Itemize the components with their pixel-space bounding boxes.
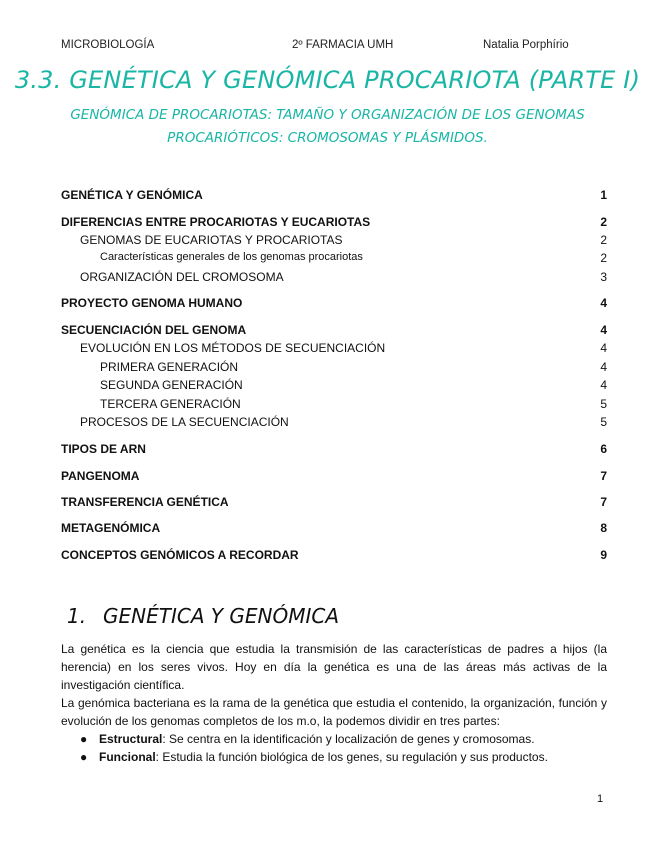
toc-label: EVOLUCIÓN EN LOS MÉTODOS DE SECUENCIACIÓN bbox=[80, 341, 386, 355]
toc-entry[interactable] bbox=[61, 251, 607, 265]
list-item bbox=[61, 730, 607, 748]
toc-label: PRIMERA GENERACIÓN bbox=[100, 360, 239, 374]
page-number: 1 bbox=[597, 793, 604, 805]
toc-page: 5 bbox=[600, 397, 607, 411]
toc-page: 1 bbox=[600, 188, 607, 202]
toc-label: ORGANIZACIÓN DEL CROMOSOMA bbox=[80, 270, 284, 284]
toc-entry[interactable] bbox=[61, 360, 607, 374]
toc-label: Características generales de los genomas procariotas bbox=[100, 251, 363, 263]
toc-entry[interactable] bbox=[61, 378, 607, 392]
toc-page: 6 bbox=[600, 442, 607, 456]
bullet-list bbox=[61, 730, 607, 766]
paragraph: La genómica bacteriana es la rama de la genética que estudia el contenido, la organización, función y evolución de los genomas completos de los m.o, la podemos dividir en tres partes: bbox=[61, 696, 607, 728]
toc-entry[interactable] bbox=[61, 548, 607, 562]
toc-page: 2 bbox=[600, 233, 607, 247]
list-item bbox=[61, 748, 607, 766]
toc-label: PANGENOMA bbox=[61, 469, 140, 483]
section-heading bbox=[67, 604, 339, 628]
header-course: 2º FARMACIA UMH bbox=[292, 39, 394, 51]
toc-page: 4 bbox=[600, 323, 607, 337]
toc-label: TRANSFERENCIA GENÉTICA bbox=[61, 495, 229, 509]
toc-label: GENÉTICA Y GENÓMICA bbox=[61, 188, 203, 202]
toc-entry[interactable] bbox=[61, 215, 607, 229]
toc-entry[interactable] bbox=[61, 188, 607, 202]
toc-page: 5 bbox=[600, 415, 607, 429]
bullet-text: : Se centra en la identificación y localización de genes y cromosomas. bbox=[162, 732, 535, 746]
toc-label: SEGUNDA GENERACIÓN bbox=[100, 378, 243, 392]
toc-label: PROYECTO GENOMA HUMANO bbox=[61, 296, 243, 310]
toc-entry[interactable] bbox=[61, 521, 607, 535]
toc-entry[interactable] bbox=[61, 270, 607, 284]
toc-entry[interactable] bbox=[61, 323, 607, 337]
bullet-icon: ● bbox=[80, 732, 88, 746]
bullet-term: Estructural bbox=[99, 732, 163, 746]
toc-entry[interactable] bbox=[61, 442, 607, 456]
header-author: Natalia Porphírio bbox=[483, 39, 569, 51]
bullet-term: Funcional bbox=[99, 750, 156, 764]
toc-entry[interactable] bbox=[61, 233, 607, 247]
toc-page: 4 bbox=[600, 296, 607, 310]
toc-page: 2 bbox=[600, 251, 607, 265]
toc-label: GENOMAS DE EUCARIOTAS Y PROCARIOTAS bbox=[80, 233, 343, 247]
toc-page: 9 bbox=[600, 548, 607, 562]
toc-page: 3 bbox=[600, 270, 607, 284]
toc-entry[interactable] bbox=[61, 341, 607, 355]
section-title: GENÉTICA Y GENÓMICA bbox=[103, 604, 340, 628]
document-title: 3.3. GENÉTICA Y GENÓMICA PROCARIOTA (PARTE I) bbox=[14, 66, 641, 94]
bullet-text: : Estudia la función biológica de los genes, su regulación y sus productos. bbox=[155, 750, 548, 764]
toc-label: CONCEPTOS GENÓMICOS A RECORDAR bbox=[61, 548, 299, 562]
toc-entry[interactable] bbox=[61, 397, 607, 411]
toc-label: PROCESOS DE LA SECUENCIACIÓN bbox=[80, 415, 289, 429]
toc-page: 4 bbox=[600, 378, 607, 392]
toc-page: 7 bbox=[600, 495, 607, 509]
toc-page: 2 bbox=[600, 215, 607, 229]
toc-entry[interactable] bbox=[61, 495, 607, 509]
toc-page: 4 bbox=[600, 341, 607, 355]
document-subtitle: GENÓMICA DE PROCARIOTAS: TAMAÑO Y ORGANIZACIÓN DE LOS GENOMAS PROCARIÓTICOS: CROMOSOMAS Y PLÁSMIDOS. bbox=[70, 107, 585, 146]
toc-page: 8 bbox=[600, 521, 607, 535]
toc-label: DIFERENCIAS ENTRE PROCARIOTAS Y EUCARIOTAS bbox=[61, 215, 371, 229]
toc-page: 7 bbox=[600, 469, 607, 483]
toc-label: TERCERA GENERACIÓN bbox=[100, 397, 241, 411]
section-number: 1. bbox=[67, 604, 87, 628]
toc-label: METAGENÓMICA bbox=[61, 521, 161, 535]
header-subject: MICROBIOLOGÍA bbox=[61, 39, 155, 51]
toc-page: 4 bbox=[600, 360, 607, 374]
toc-entry[interactable] bbox=[61, 415, 607, 429]
toc-entry[interactable] bbox=[61, 469, 607, 483]
paragraph: La genética es la ciencia que estudia la transmisión de las características de padres a hijos (la herencia) en los seres vivos. Hoy en día la genética es una de las áreas más activas de la investigación científica. bbox=[61, 642, 607, 692]
toc-entry[interactable] bbox=[61, 296, 607, 310]
bullet-icon: ● bbox=[80, 750, 88, 764]
toc-label: SECUENCIACIÓN DEL GENOMA bbox=[61, 323, 247, 337]
toc-label: TIPOS DE ARN bbox=[61, 442, 146, 456]
